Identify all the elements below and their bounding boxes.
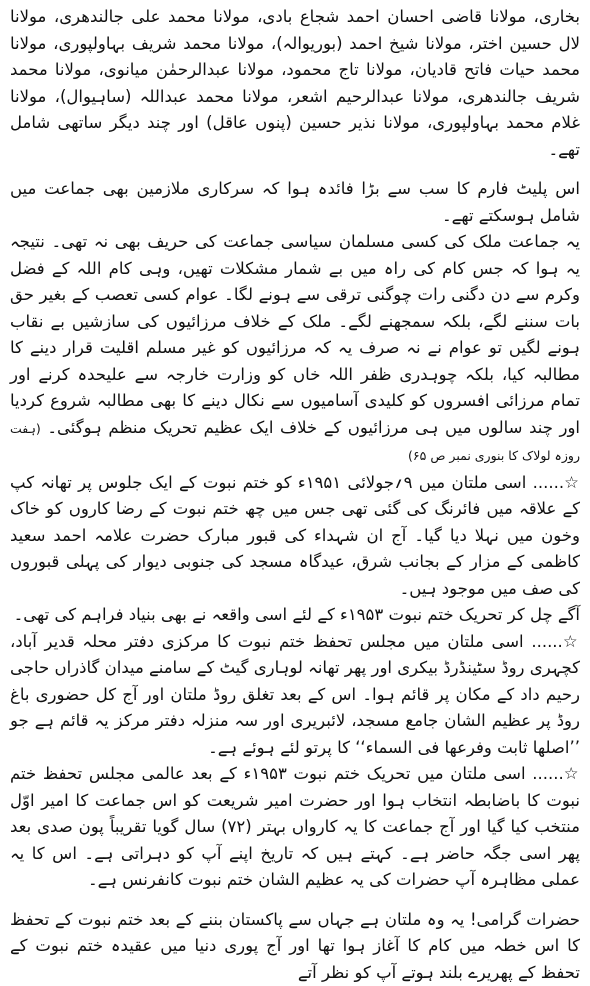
- star-bullet-icon: ☆: [564, 473, 580, 492]
- central-office-text: اسی ملتان میں مجلس تحفظ ختم نبوت کا مرکزی دفتر محلہ قدیر آباد، کچہری روڈ سٹینڈرڈ بیکری اور پھر تھانہ لوہاری گیٹ کے سامنے میدان گاذراں حاجی رحیم داد کے مکان پر قائم ہوا۔ اس کے بعد تغلق روڈ ملتان اور آج کل حضوری باغ روڈ پر عظیم الشان جامع مسجد، لائبریری اور سہ منزلہ دفتر مرکز یہ قائم ہے جو ’’اصلھا ثابت وفرعھا فی السماء‘‘ کا پرتو لئے ہوئے ہے۔: [10, 632, 580, 757]
- bullet-dots: ......: [531, 632, 562, 651]
- paragraph-attendees: بخاری، مولانا قاضی احسان احمد شجاع بادی، مولانا محمد علی جالندھری، مولانا لال حسین اختر، مولانا شیخ احمد (بوریوالہ)، مولانا محمد شریف بہاولپوری، مولانا محمد حیات فاتح قادیان، مولانا تاج محمود، مولانا عبدالرحمٰن میانوی، مولانا محمد شریف جالندھری، مولانا عبدالرحیم اشعر، مولانا محمد عبداللہ (ساہیوال)، مولانا غلام محمد بہاولپوری، مولانا نذیر حسین (پنوں عاقل) اور چند دیگر ساتھی شامل تھے۔: [10, 4, 580, 163]
- bullet-dots: ......: [533, 473, 564, 492]
- paragraph-platform-benefit: اس پلیٹ فارم کا سب سے بڑا فائدہ ہوا کہ سرکاری ملازمین بھی جماعت میں شامل ہوسکتے تھے۔: [10, 176, 580, 229]
- paragraph-multan-firing: [10, 470, 580, 603]
- star-bullet-icon: ☆: [564, 764, 580, 783]
- bullet-dots: ......: [532, 764, 563, 783]
- paragraph-gap: [10, 894, 580, 907]
- star-bullet-icon: ☆: [563, 632, 580, 651]
- election-text: اسی ملتان میں تحریک ختم نبوت ۱۹۵۳ء کے بعد عالمی مجلس تحفظ ختم نبوت کا باضابطہ انتخاب ہوا اور حضرت امیر شریعت کو اس جماعت کا امیر اوّل منتخب کیا گیا اور آج جماعت کا یہ کارواں بہتر (۷۲) سال گویا تقریباً پون صدی بعد پھر اسی جگہ حاضر ہے۔ کہتے ہیں کہ تاریخ اپنے آپ کو دہراتی ہے۔ اس کا یہ عملی مظاہرہ آپ حضرات کی یہ عظیم الشان ختم نبوت کانفرنس ہے۔: [10, 764, 580, 889]
- movement-growth-text: یہ جماعت ملک کی کسی مسلمان سیاسی جماعت کی حریف بھی نہ تھی۔ نتیجہ یہ ہوا کہ جس کام کی راہ میں بے شمار مشکلات تھیں، وہی کام اللہ کے فضل وکرم سے دن دگنی رات چوگنی ترقی سے ہونے لگا۔ عوام کسی تعصب کے بغیر حق بات سننے لگے، بلکہ سمجھنے لگے۔ ملک کے خلاف مرزائیوں کی سازشیں بے نقاب ہونے لگیں تو عوام نے نہ صرف یہ کہ مرزائیوں کو غیر مسلم اقلیت قرار دینے کا مطالبہ کیا، بلکہ چوہدری ظفر اللہ خاں کو وزارت خارجہ سے علیحدہ کرنے اور تمام مرزائی افسروں کو کلیدی آسامیوں سے نکال دینے کا بھی مطالبہ شروع کردیا اور چند سالوں میں ہی مرزائیوں کے خلاف ایک عظیم تحریک منظم ہوگئی۔: [10, 232, 580, 437]
- paragraph-movement-growth: [10, 229, 580, 470]
- paragraph-election: [10, 761, 580, 894]
- citation-reference: (ہفت روزہ لولاک کا بنوری نمبر ص ۶۵): [10, 421, 580, 464]
- paragraph-movement-foundation: آگے چل کر تحریک ختم نبوت ۱۹۵۳ء کے لئے اسی واقعہ نے بھی بنیاد فراہم کی تھی۔: [10, 602, 580, 629]
- paragraph-central-office: [10, 629, 580, 762]
- paragraph-gap: [10, 163, 580, 176]
- multan-firing-text: اسی ملتان میں ۹؍جولائی ۱۹۵۱ء کو ختم نبوت کے ایک جلوس پر تھانہ کپ کے علاقہ میں فائرنگ کی گئی تھی جس میں چھ ختم نبوت کے رضا کاروں کو خاک وخون میں نہلا دیا گیا۔ آج ان شہداء کی قبور مبارک حضرت علامہ احمد سعید کاظمی کے مزار کے بجانب شرق، عیدگاہ مسجد کی جنوبی دیوار کی پہلی قبوروں کی صف میں موجود ہیں۔: [10, 473, 580, 598]
- paragraph-closing-address: حضرات گرامی! یہ وہ ملتان ہے جہاں سے پاکستان بننے کے بعد ختم نبوت کے تحفظ کا اس خطہ میں کام کا آغاز ہوا تھا اور آج پوری دنیا میں عقیدہ ختم نبوت کے تحفظ کے پھریرے بلند ہوتے آپ کو نظر آتے: [10, 907, 580, 986]
